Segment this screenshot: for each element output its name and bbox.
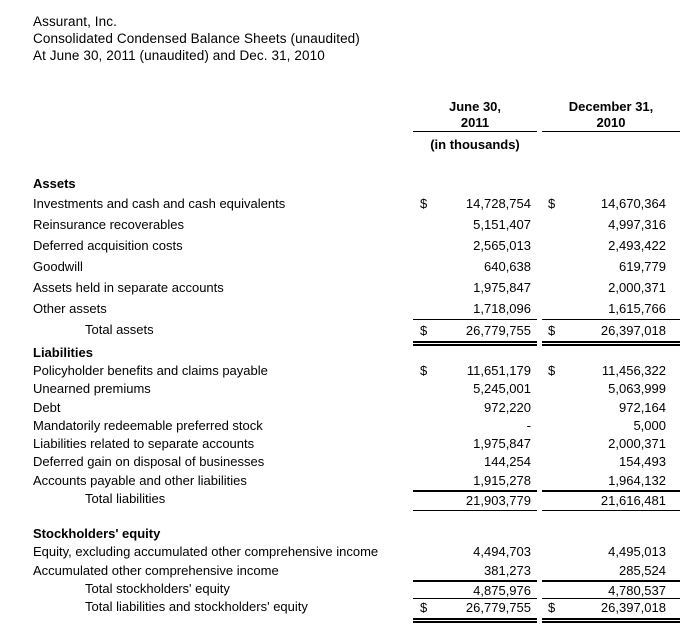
table-row bbox=[33, 580, 680, 598]
amount: 1,615,766 bbox=[608, 301, 666, 316]
amount: 1,964,132 bbox=[608, 472, 666, 488]
amount: 4,875,976 bbox=[473, 582, 531, 598]
column-header-month-row bbox=[33, 98, 680, 115]
table-row bbox=[33, 362, 680, 380]
table-row bbox=[33, 472, 680, 490]
amount: 2,565,013 bbox=[473, 238, 531, 253]
value-cell-jun-2011 bbox=[413, 562, 537, 580]
row-label: Total liabilities bbox=[85, 491, 166, 507]
value-cell-dec-2010 bbox=[542, 214, 680, 235]
value-cell-dec-2010 bbox=[542, 580, 680, 600]
dollar-sign: $ bbox=[548, 363, 556, 378]
value-cell-dec-2010 bbox=[542, 298, 680, 319]
company-name: Assurant, Inc. bbox=[33, 14, 117, 29]
table-row bbox=[33, 277, 680, 298]
amount: - bbox=[526, 417, 531, 433]
col2-header-year: 2010 bbox=[542, 115, 680, 132]
amount: 4,997,316 bbox=[608, 217, 666, 232]
units-row bbox=[33, 131, 680, 151]
column-headers bbox=[33, 98, 680, 151]
table-row bbox=[33, 380, 680, 398]
row-label: Unearned premiums bbox=[33, 381, 151, 397]
amount: 11,456,322 bbox=[601, 363, 666, 378]
value-cell-dec-2010 bbox=[542, 362, 680, 380]
value-cell-dec-2010 bbox=[542, 399, 680, 417]
value-cell-jun-2011 bbox=[413, 435, 537, 453]
value-cell-dec-2010 bbox=[542, 277, 680, 298]
value-cell-jun-2011 bbox=[413, 399, 537, 417]
value-cell-dec-2010 bbox=[542, 472, 680, 490]
table-row bbox=[33, 256, 680, 277]
table-row bbox=[33, 235, 680, 256]
amount: 972,164 bbox=[619, 399, 666, 415]
amount: 2,493,422 bbox=[608, 238, 666, 253]
table-row bbox=[33, 319, 680, 340]
value-cell-jun-2011 bbox=[413, 235, 537, 256]
amount: 1,975,847 bbox=[473, 280, 531, 295]
col1-header-year: 2011 bbox=[413, 115, 537, 132]
value-cell-jun-2011 bbox=[413, 214, 537, 235]
value-cell-jun-2011 bbox=[413, 417, 537, 435]
amount: 154,493 bbox=[619, 454, 666, 470]
dollar-sign: $ bbox=[548, 600, 556, 616]
document-subtitle: At June 30, 2011 (unaudited) and Dec. 31, 2010 bbox=[33, 48, 325, 63]
spacer bbox=[33, 115, 408, 132]
amount: 21,616,481 bbox=[600, 493, 666, 509]
table-row bbox=[33, 562, 680, 580]
amount: 1,915,278 bbox=[473, 472, 531, 488]
col1-header-month: June 30, bbox=[448, 99, 502, 114]
liabilities-heading-row bbox=[33, 344, 680, 362]
amount: 4,494,703 bbox=[473, 544, 531, 560]
row-label: Total stockholders' equity bbox=[85, 580, 230, 596]
col2-header-month: December 31, bbox=[568, 99, 654, 114]
value-cell-dec-2010 bbox=[542, 235, 680, 256]
value-cell-jun-2011 bbox=[413, 319, 537, 346]
value-cell-dec-2010 bbox=[542, 256, 680, 277]
value-cell-jun-2011 bbox=[413, 453, 537, 471]
section-heading: Assets bbox=[33, 176, 76, 191]
section-heading: Stockholders' equity bbox=[33, 526, 161, 542]
value-cell-jun-2011 bbox=[413, 580, 537, 600]
row-label: Reinsurance recoverables bbox=[33, 217, 185, 232]
row-label: Mandatorily redeemable preferred stock bbox=[33, 417, 263, 433]
value-cell-dec-2010 bbox=[542, 453, 680, 471]
value-cell-dec-2010 bbox=[542, 543, 680, 561]
table-row bbox=[33, 543, 680, 561]
amount: 26,397,018 bbox=[600, 600, 666, 616]
amount: 11,651,179 bbox=[466, 363, 531, 378]
amount: 2,000,371 bbox=[608, 436, 666, 452]
dollar-sign: $ bbox=[420, 363, 428, 378]
row-label: Total liabilities and stockholders' equity bbox=[85, 599, 308, 615]
amount: 14,670,364 bbox=[600, 196, 666, 211]
row-label: Accumulated other comprehensive income bbox=[33, 562, 279, 578]
value-cell-jun-2011 bbox=[413, 490, 537, 511]
dollar-sign: $ bbox=[420, 196, 428, 211]
row-label: Debt bbox=[33, 399, 61, 415]
amount: 14,728,754 bbox=[465, 196, 531, 211]
units-note: (in thousands) bbox=[430, 137, 520, 152]
value-cell-jun-2011 bbox=[413, 543, 537, 561]
table-row bbox=[33, 298, 680, 319]
value-cell-jun-2011 bbox=[413, 298, 537, 319]
row-label: Goodwill bbox=[33, 259, 83, 274]
value-cell-jun-2011 bbox=[413, 256, 537, 277]
section-heading: Liabilities bbox=[33, 345, 93, 360]
spacer bbox=[33, 131, 408, 154]
spacer bbox=[542, 131, 680, 154]
assets-heading-row bbox=[33, 175, 680, 193]
table-row bbox=[33, 598, 680, 616]
table-row bbox=[33, 417, 680, 435]
value-cell-jun-2011 bbox=[413, 380, 537, 398]
row-label: Liabilities related to separate accounts bbox=[33, 436, 255, 452]
value-cell-dec-2010 bbox=[542, 435, 680, 453]
equity-heading-row bbox=[33, 525, 680, 543]
amount: 144,254 bbox=[484, 454, 531, 470]
document-title: Consolidated Condensed Balance Sheets (unaudited) bbox=[33, 31, 360, 46]
amount: 972,220 bbox=[484, 399, 531, 415]
value-cell-dec-2010 bbox=[542, 598, 680, 622]
value-cell-dec-2010 bbox=[542, 193, 680, 214]
table-row bbox=[33, 435, 680, 453]
row-label: Deferred acquisition costs bbox=[33, 238, 183, 253]
amount: 1,718,096 bbox=[473, 301, 531, 316]
dollar-sign: $ bbox=[420, 600, 428, 616]
section-liabilities bbox=[33, 344, 680, 508]
value-cell-dec-2010 bbox=[542, 417, 680, 435]
value-cell-jun-2011 bbox=[413, 472, 537, 490]
row-label: Total assets bbox=[85, 322, 154, 337]
row-label: Other assets bbox=[33, 301, 107, 316]
spacer bbox=[33, 98, 408, 115]
value-cell-jun-2011 bbox=[413, 598, 537, 622]
section-assets bbox=[33, 175, 680, 340]
amount: 1,975,847 bbox=[473, 436, 531, 452]
row-label: Accounts payable and other liabilities bbox=[33, 472, 247, 488]
value-cell-jun-2011 bbox=[413, 193, 537, 214]
balance-sheet-sections bbox=[33, 175, 680, 617]
amount: 2,000,371 bbox=[608, 280, 666, 295]
table-row bbox=[33, 453, 680, 471]
table-row bbox=[33, 193, 680, 214]
value-cell-jun-2011 bbox=[413, 362, 537, 380]
amount: 26,397,018 bbox=[600, 323, 666, 338]
dollar-sign: $ bbox=[548, 196, 556, 211]
row-label: Policyholder benefits and claims payable bbox=[33, 363, 268, 378]
amount: 4,780,537 bbox=[608, 582, 666, 598]
row-label: Investments and cash and cash equivalents bbox=[33, 196, 286, 211]
amount: 26,779,755 bbox=[465, 323, 531, 338]
table-row bbox=[33, 214, 680, 235]
value-cell-dec-2010 bbox=[542, 490, 680, 511]
value-cell-jun-2011 bbox=[413, 277, 537, 298]
value-cell-dec-2010 bbox=[542, 562, 680, 580]
dollar-sign: $ bbox=[420, 323, 428, 338]
row-label: Deferred gain on disposal of businesses bbox=[33, 454, 265, 470]
amount: 21,903,779 bbox=[465, 493, 531, 509]
column-header-year-row bbox=[33, 115, 680, 131]
value-cell-dec-2010 bbox=[542, 380, 680, 398]
row-label: Equity, excluding accumulated other comprehensive income bbox=[33, 544, 379, 560]
row-label: Assets held in separate accounts bbox=[33, 280, 224, 295]
amount: 285,524 bbox=[619, 562, 666, 578]
amount: 619,779 bbox=[619, 259, 666, 274]
table-row bbox=[33, 399, 680, 417]
amount: 26,779,755 bbox=[465, 600, 531, 616]
amount: 4,495,013 bbox=[608, 544, 666, 560]
value-cell-dec-2010 bbox=[542, 319, 680, 346]
amount: 5,000 bbox=[633, 417, 666, 433]
document-header bbox=[33, 13, 680, 64]
dollar-sign: $ bbox=[548, 323, 556, 338]
table-row bbox=[33, 490, 680, 508]
amount: 381,273 bbox=[484, 562, 531, 578]
amount: 5,245,001 bbox=[473, 381, 531, 397]
amount: 5,151,407 bbox=[473, 217, 531, 232]
section-equity bbox=[33, 525, 680, 616]
amount: 5,063,999 bbox=[608, 381, 666, 397]
amount: 640,638 bbox=[484, 259, 531, 274]
